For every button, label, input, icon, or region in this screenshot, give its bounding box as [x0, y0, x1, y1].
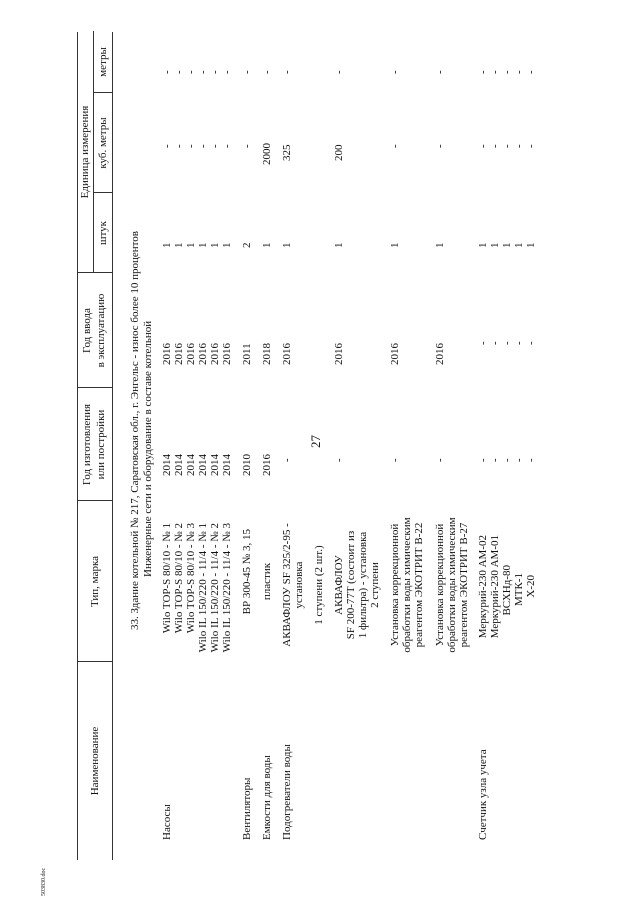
row-m: -	[261, 70, 273, 74]
header-year-input-1: Год ввода	[81, 308, 93, 353]
row-type: ВР 300-45 № 3, 15	[241, 529, 253, 615]
row-type: Меркурий-230 АМ-01	[489, 535, 501, 639]
row-m: -	[161, 70, 173, 74]
row-m3: -	[525, 144, 537, 148]
row-year-input: 2016	[281, 343, 293, 365]
row-pcs: 1	[209, 242, 221, 248]
row-m3: -	[221, 144, 233, 148]
row-pcs: 1	[221, 242, 233, 248]
row-type-line: SF 200-77T (состоит из	[345, 530, 357, 640]
unit-subheader-rule	[93, 31, 94, 273]
row-m: -	[489, 70, 501, 74]
row-year-input: 2016	[185, 343, 197, 365]
row-year-made: -	[501, 458, 513, 462]
row-m3: -	[477, 144, 489, 148]
row-pcs: 1	[197, 242, 209, 248]
row-year-input: 2011	[241, 343, 253, 365]
row-m3: 2000	[261, 143, 273, 165]
row-year-input: -	[489, 341, 501, 345]
row-year-made: 2016	[261, 454, 273, 476]
row-year-made: -	[477, 458, 489, 462]
header-year-made-2: или постройки	[95, 409, 107, 480]
row-year-input: 2016	[161, 343, 173, 365]
row-year-made: 2014	[221, 454, 233, 476]
row-m3: -	[489, 144, 501, 148]
row-m3: 200	[333, 144, 345, 161]
header-bottom-rule	[112, 32, 113, 860]
row-m: -	[501, 70, 513, 74]
row-m3: -	[173, 144, 185, 148]
row-type-line: 2 ступени	[369, 562, 381, 608]
row-pcs: 1	[173, 242, 185, 248]
row-year-made: -	[489, 458, 501, 462]
row-type-line: 1 фильтра) - установка	[357, 531, 369, 639]
row-year-input: 2016	[389, 343, 401, 365]
row-pcs: 1	[333, 242, 345, 248]
row-type-line: обработки воды химическим	[401, 517, 413, 653]
header-name: Наименование	[89, 726, 101, 796]
row-type: Wilo IL 150/220 - 11/4 - № 3	[221, 523, 233, 653]
row-pcs: 1	[501, 242, 513, 248]
row-name-emkosti: Емкости для воды	[261, 755, 273, 840]
row-m: -	[434, 70, 446, 74]
row-m: -	[525, 70, 537, 74]
row-m3: -	[209, 144, 221, 148]
row-year-input: -	[477, 341, 489, 345]
row-year-input: 2016	[221, 343, 233, 365]
row-pcs: 1	[513, 242, 525, 248]
row-year-input: -	[513, 341, 525, 345]
row-year-made: 2014	[209, 454, 221, 476]
row-m3: -	[501, 144, 513, 148]
row-year-input: -	[501, 341, 513, 345]
row-m: -	[281, 70, 293, 74]
header-unit: Единица измерения	[79, 105, 91, 199]
row-m3: -	[241, 144, 253, 148]
row-year-made: -	[389, 458, 401, 462]
row-year-made: -	[281, 458, 293, 462]
row-year-made: 2010	[241, 454, 253, 476]
row-year-made: 2014	[197, 454, 209, 476]
row-m: -	[477, 70, 489, 74]
row-m: -	[513, 70, 525, 74]
footer-filename: 503830.doc	[41, 867, 47, 896]
row-year-made: 2014	[173, 454, 185, 476]
row-m: -	[241, 70, 253, 74]
row-name-podogrevateli: Подогреватели воды	[281, 744, 293, 840]
row-m: -	[389, 70, 401, 74]
row-m3: -	[185, 144, 197, 148]
row-type-line: АКВАФЛОУ	[333, 555, 345, 615]
row-type: Wilo TOP-S 80/10 - № 3	[185, 523, 197, 634]
row-pcs: 1	[281, 242, 293, 248]
row-type: Wilo TOP-S 80/10 - № 2	[173, 523, 185, 634]
row-year-input: 2018	[261, 343, 273, 365]
row-type: Wilo IL 150/220 - 11/4 - № 2	[209, 523, 221, 653]
row-m: -	[209, 70, 221, 74]
section-subtitle: Инженерные сети и оборудование в составе котельной	[142, 320, 154, 577]
row-year-made: -	[513, 458, 525, 462]
row-type: МТК-1	[513, 573, 525, 606]
row-year-input: -	[525, 341, 537, 345]
header-year-input-2: в эксплуатацию	[95, 293, 107, 368]
row-year-made: -	[525, 458, 537, 462]
row-type: пластик	[261, 562, 273, 601]
row-pcs: 1	[185, 242, 197, 248]
row-type-line: реагентом ЭКОТРИТ В-27	[458, 522, 470, 648]
section-title: 33. Здание котельной № 217, Саратовская обл., г. Энгельс - износ более 10 процентов	[129, 231, 141, 630]
row-name-nasosy: Насосы	[161, 804, 173, 840]
row-m: -	[173, 70, 185, 74]
row-year-input: 2016	[333, 343, 345, 365]
equipment-table	[65, 30, 602, 885]
row-type: Wilo IL 150/220 - 11/4 - № 1	[197, 523, 209, 653]
row-pcs: 1	[389, 242, 401, 248]
row-year-made: 2014	[185, 454, 197, 476]
row-pcs: 1	[434, 242, 446, 248]
row-pcs: 1	[161, 242, 173, 248]
row-m: -	[197, 70, 209, 74]
row-name-schetchik: Счетчик узла учета	[477, 749, 489, 840]
header-unit-m3: куб. метры	[97, 117, 109, 169]
row-year-made: -	[434, 458, 446, 462]
row-type: ВСХНд-80	[501, 565, 513, 616]
row-year-made: -	[333, 458, 345, 462]
row-year-input: 2016	[173, 343, 185, 365]
row-pcs: 1	[477, 242, 489, 248]
row-type-line: Установка коррекционной	[389, 523, 401, 647]
row-pcs: 1	[261, 242, 273, 248]
row-year-made: 2014	[161, 454, 173, 476]
row-m: -	[185, 70, 197, 74]
row-pcs: 1	[489, 242, 501, 248]
header-unit-pcs: штук	[97, 221, 109, 245]
row-year-input: 2016	[209, 343, 221, 365]
row-type-line: АКВАФЛОУ SF 325/2-95 -	[281, 523, 293, 647]
row-type: Wilo TOP-S 80/10 - № 1	[161, 523, 173, 634]
row-year-input: 2016	[197, 343, 209, 365]
header-type: Тип, марка	[89, 555, 101, 608]
header-year-made-1: Год изготовления	[81, 403, 93, 486]
row-type-line: Установка коррекционной	[434, 523, 446, 647]
row-type-line: обработки воды химическим	[446, 517, 458, 653]
row-type-line: 1 ступени (2 шт.)	[313, 545, 325, 625]
row-m3: -	[389, 144, 401, 148]
row-type: Меркурий-230 АМ-02	[477, 535, 489, 639]
row-type: Х-20	[525, 575, 537, 598]
table-top-rule	[77, 32, 78, 860]
row-m3: -	[434, 144, 446, 148]
row-name-ventilyatory: Вентиляторы	[241, 777, 253, 840]
row-year-input: 2016	[434, 343, 446, 365]
row-m3: -	[161, 144, 173, 148]
row-m: -	[221, 70, 233, 74]
row-m3: -	[513, 144, 525, 148]
row-pcs: 1	[525, 242, 537, 248]
row-type-line: реагентом ЭКОТРИТ В-22	[413, 522, 425, 648]
row-type-line: установка	[293, 561, 305, 609]
row-pcs: 2	[241, 242, 253, 248]
row-m3: 325	[281, 144, 293, 161]
row-m: -	[333, 70, 345, 74]
row-m3: -	[197, 144, 209, 148]
header-unit-m: метры	[97, 47, 109, 77]
page-number: 27	[308, 435, 323, 448]
